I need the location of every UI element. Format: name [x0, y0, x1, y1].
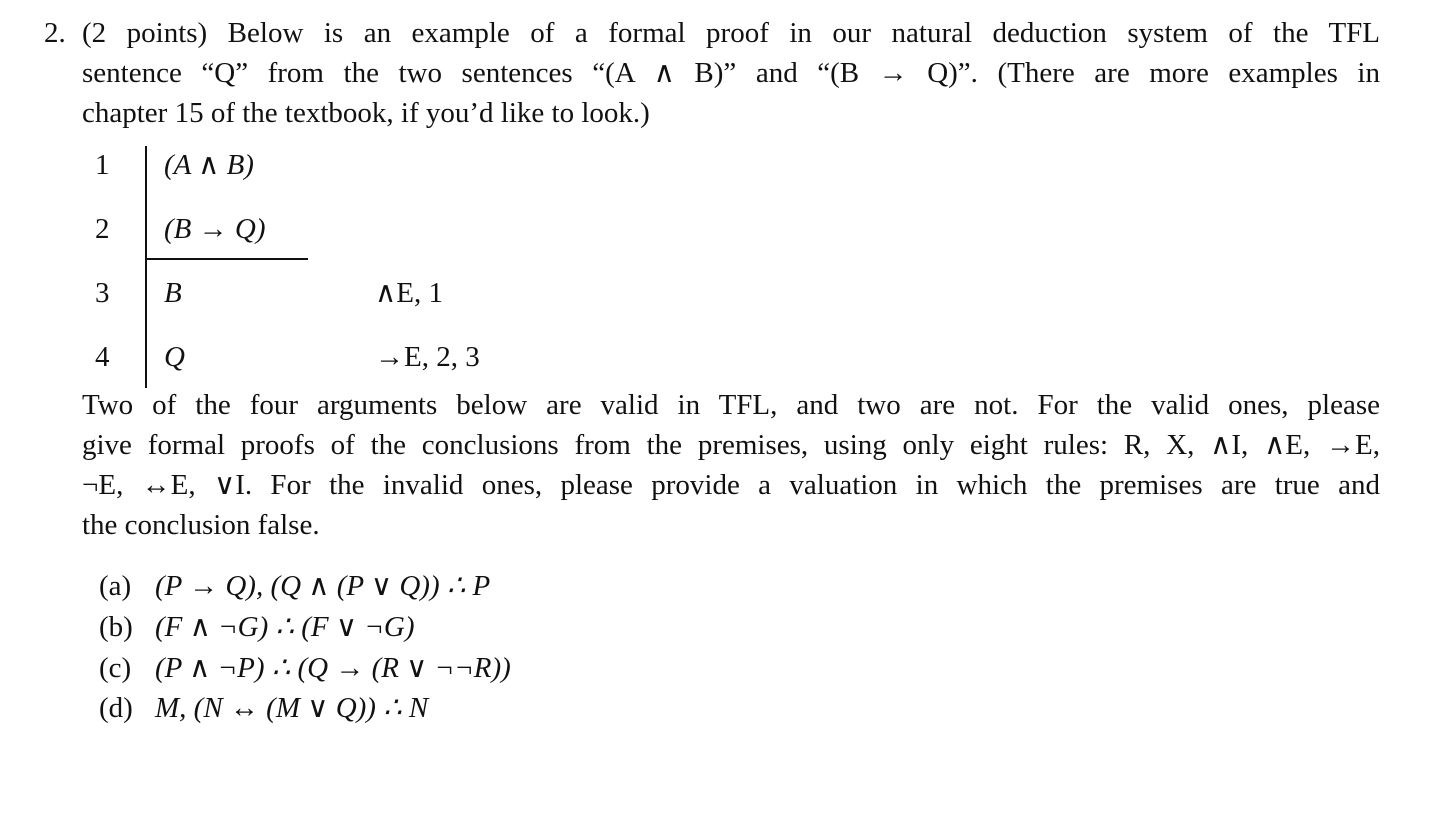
proof-scope-line — [145, 146, 147, 388]
intro-line: chapter 15 of the textbook, if you’d like to look.) — [82, 97, 650, 129]
proof-line-number: 4 — [95, 341, 110, 373]
proof-line-number: 2 — [95, 213, 110, 245]
argument-label: (a) — [99, 570, 132, 602]
proof-formula: B — [164, 277, 182, 309]
proof-premise-divider — [145, 258, 308, 260]
task-instructions — [82, 385, 1380, 545]
task-line: give formal proofs of the conclusions from the premises, using only eight rules: R, X, ∧I, ∧E, →E, — [82, 429, 1380, 461]
intro-line: (2 points) Below is an example of a formal proof in our natural deduction system of the TFL — [82, 17, 1380, 49]
task-line: the conclusion false. — [82, 509, 320, 541]
argument-text: (P ∧ ¬P) ∴ (Q → (R ∨ ¬¬R)) — [155, 652, 511, 684]
argument-label: (b) — [99, 611, 133, 643]
argument-label: (c) — [99, 652, 132, 684]
proof-line-number: 1 — [95, 149, 110, 181]
proof-justification: →E, 2, 3 — [375, 341, 480, 373]
question-intro — [82, 13, 1380, 133]
argument-text: M, (N ↔ (M ∨ Q)) ∴ N — [155, 692, 429, 724]
argument-text: (P → Q), (Q ∧ (P ∨ Q)) ∴ P — [155, 570, 491, 602]
proof-formula: (B → Q) — [164, 213, 266, 245]
question-number: 2. — [44, 17, 66, 49]
argument-text: (F ∧ ¬G) ∴ (F ∨ ¬G) — [155, 611, 415, 643]
intro-line: sentence “Q” from the two sentences “(A ∧ B)” and “(B → Q)”. (There are more examples in — [82, 57, 1380, 89]
task-line: ¬E, ↔E, ∨I. For the invalid ones, please provide a valuation in which the premises are true and — [82, 469, 1380, 501]
proof-formula: (A ∧ B) — [164, 149, 254, 181]
argument-label: (d) — [99, 692, 133, 724]
proof-formula: Q — [164, 341, 185, 373]
proof-justification: ∧E, 1 — [375, 277, 443, 309]
task-line: Two of the four arguments below are valid in TFL, and two are not. For the valid ones, please — [82, 389, 1380, 421]
proof-line-number: 3 — [95, 277, 110, 309]
